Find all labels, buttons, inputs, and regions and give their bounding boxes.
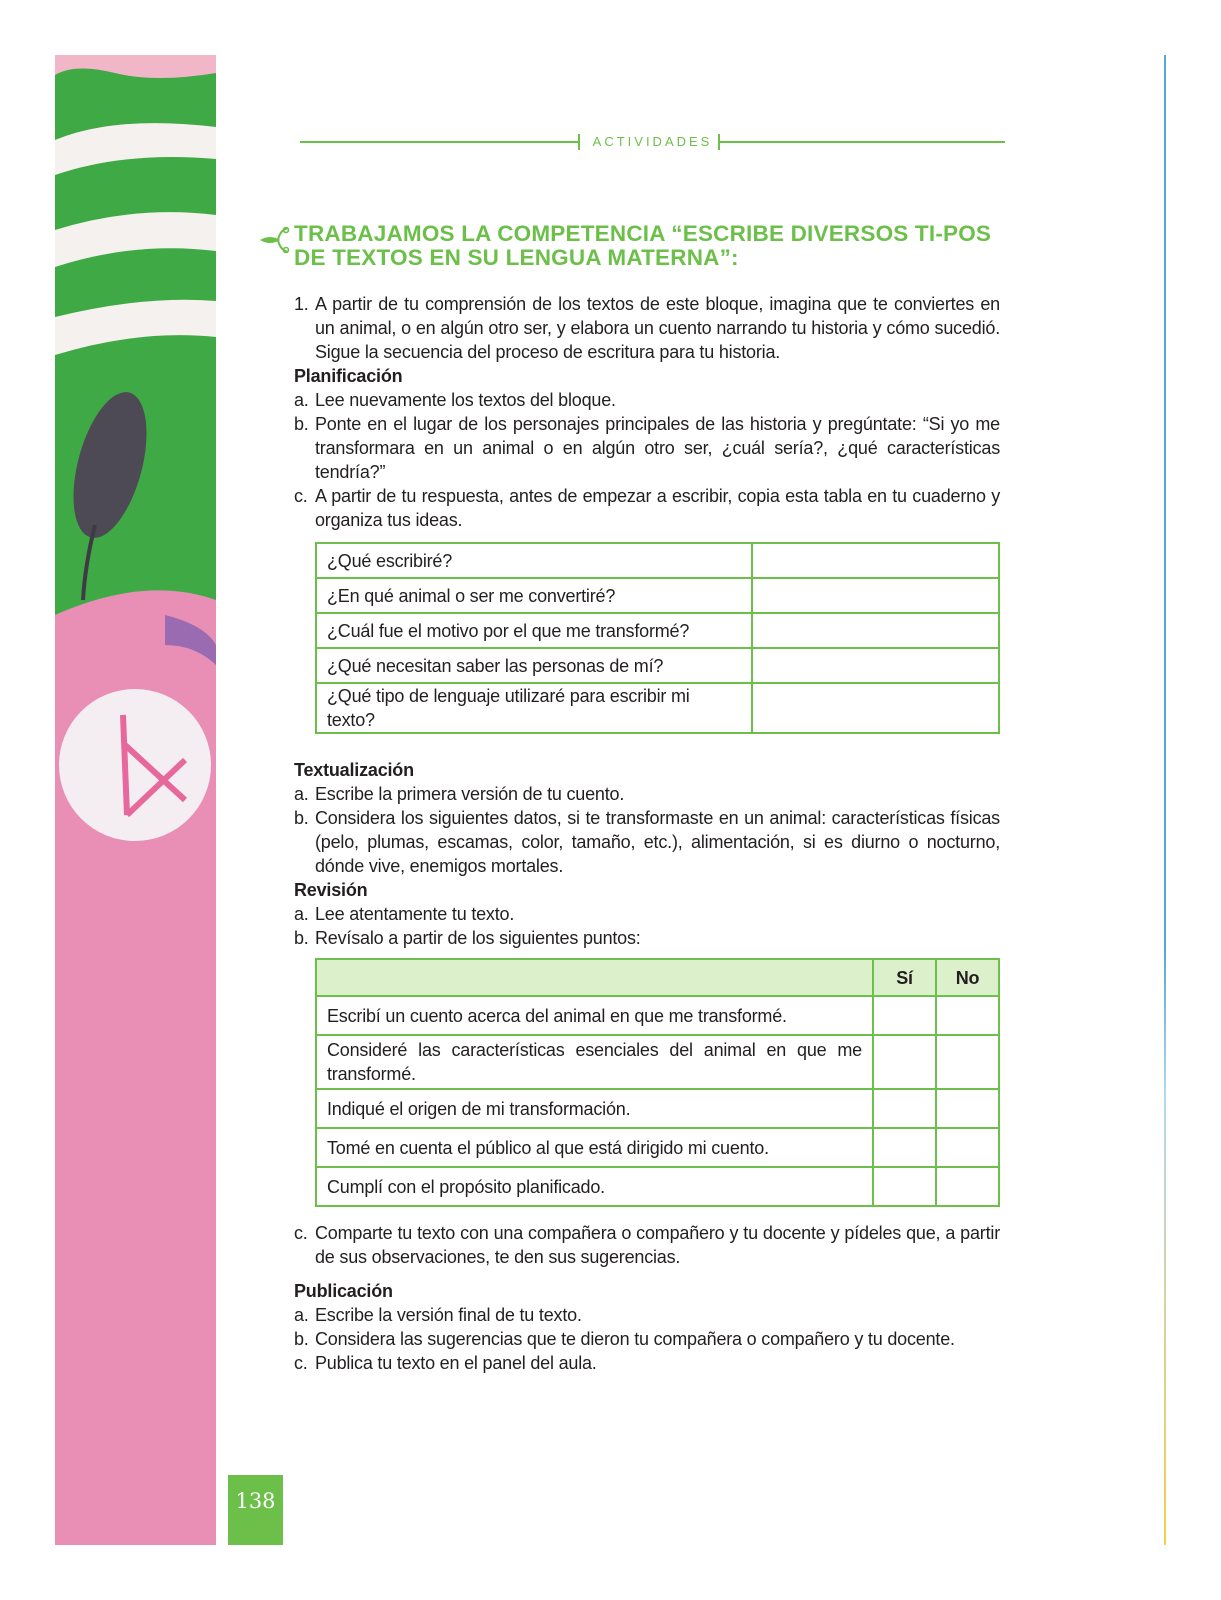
illustration-art <box>55 55 216 1545</box>
item-text: Ponte en el lugar de los personajes principales de las historia y pregúntate: “Si yo me transformara en un animal o en algún otro ser, ¿cuál sería?, ¿qué características tendría?” <box>315 414 1000 482</box>
answer-cell <box>752 613 999 648</box>
table-row <box>316 683 999 733</box>
yes-cell <box>873 1035 936 1089</box>
table-row <box>316 1089 999 1128</box>
yes-cell <box>873 1089 936 1128</box>
item-text: Considera las sugerencias que te dieron tu compañera o compañero y tu docente. <box>315 1329 955 1349</box>
table-header-row <box>316 959 999 996</box>
section-label: ACTIVIDADES <box>592 134 713 149</box>
header-rule-right <box>720 141 1005 143</box>
list-item <box>294 902 1000 926</box>
item-marker: c. <box>294 1353 308 1373</box>
side-illustration <box>55 55 216 1545</box>
yes-cell <box>873 996 936 1035</box>
item-marker: b. <box>294 414 309 434</box>
criterion-cell: Tomé en cuenta el público al que está dirigido mi cuento. <box>316 1128 873 1167</box>
column-header-yes: Sí <box>873 959 936 996</box>
page-title-text: TRABAJAMOS LA COMPETENCIA “ESCRIBE DIVERSOS TI-POS DE TEXTOS EN SU LENGUA MATERNA”: <box>294 221 992 270</box>
item-text: A partir de tu respuesta, antes de empezar a escribir, copia esta tabla en tu cuaderno y organiza tus ideas. <box>315 486 1000 530</box>
item-text: Lee atentamente tu texto. <box>315 904 515 924</box>
section-heading-planificacion: Planificación <box>294 366 403 386</box>
column-header-no: No <box>936 959 999 996</box>
question-cell: ¿Qué tipo de lenguaje utilizaré para escribir mi texto? <box>316 683 752 733</box>
right-margin-rule <box>1164 55 1166 1545</box>
revision-checklist-table <box>315 958 1000 1207</box>
section-heading-textualizacion: Textualización <box>294 760 414 780</box>
item-marker: a. <box>294 904 309 924</box>
question-cell: ¿Qué escribiré? <box>316 543 752 578</box>
list-item <box>294 1221 1000 1269</box>
item-marker: a. <box>294 784 309 804</box>
item-marker: b. <box>294 1329 309 1349</box>
header-tick-left <box>578 134 580 150</box>
activity-content <box>294 222 1000 1375</box>
no-cell <box>936 1035 999 1089</box>
criterion-cell: Indiqué el origen de mi transformación. <box>316 1089 873 1128</box>
list-item <box>294 782 1000 806</box>
no-cell <box>936 1167 999 1206</box>
page-title <box>294 222 1000 270</box>
no-cell <box>936 996 999 1035</box>
item-text: Considera los siguientes datos, si te transformaste en un animal: características físicas (pelo, plumas, escamas, color, tamaño, etc.), alimentación, si es diurno o nocturno, dónde vive, enemigos mortales. <box>315 808 1000 876</box>
criterion-cell: Cumplí con el propósito planificado. <box>316 1167 873 1206</box>
question-cell: ¿Cuál fue el motivo por el que me transformé? <box>316 613 752 648</box>
header-rule-left <box>300 141 580 143</box>
item-text: Comparte tu texto con una compañera o compañero y tu docente y pídeles que, a partir de sus observaciones, te den sus sugerencias. <box>315 1223 1000 1267</box>
yes-cell <box>873 1167 936 1206</box>
list-item <box>294 1327 1000 1351</box>
list-item <box>294 484 1000 532</box>
criterion-cell: Consideré las características esenciales del animal en que me transformé. <box>316 1035 873 1089</box>
header-cell-blank <box>316 959 873 996</box>
list-item <box>294 412 1000 484</box>
yes-cell <box>873 1128 936 1167</box>
section-heading-publicacion: Publicación <box>294 1281 393 1301</box>
item-text: Publica tu texto en el panel del aula. <box>315 1353 597 1373</box>
item-marker: a. <box>294 390 309 410</box>
no-cell <box>936 1089 999 1128</box>
answer-cell <box>752 543 999 578</box>
table-row <box>316 648 999 683</box>
table-row <box>316 1035 999 1089</box>
table-row <box>316 613 999 648</box>
table-row <box>316 996 999 1035</box>
list-item <box>294 1351 1000 1375</box>
item-text: Lee nuevamente los textos del bloque. <box>315 390 616 410</box>
list-item <box>294 806 1000 878</box>
item-text: A partir de tu comprensión de los textos de este bloque, imagina que te conviertes en un animal, o en algún otro ser, y elabora un cuento narrando tu historia y cómo sucedió. Sigue la secuencia del proceso de escritura para tu historia. <box>315 294 1000 362</box>
item-marker: a. <box>294 1305 309 1325</box>
section-heading-revision: Revisión <box>294 880 368 900</box>
item-marker: c. <box>294 486 308 506</box>
item-marker: 1. <box>294 294 309 314</box>
item-text: Revísalo a partir de los siguientes puntos: <box>315 928 641 948</box>
no-cell <box>936 1128 999 1167</box>
list-item <box>294 926 1000 950</box>
table-row <box>316 1128 999 1167</box>
item-marker: b. <box>294 928 309 948</box>
criterion-cell: Escribí un cuento acerca del animal en que me transformé. <box>316 996 873 1035</box>
table-row <box>316 543 999 578</box>
list-item <box>294 388 1000 412</box>
item-text: Escribe la primera versión de tu cuento. <box>315 784 625 804</box>
leaf-ornament-icon <box>258 224 290 256</box>
item-marker: b. <box>294 808 309 828</box>
page-number: 138 <box>228 1475 283 1545</box>
question-cell: ¿Qué necesitan saber las personas de mí? <box>316 648 752 683</box>
question-cell: ¿En qué animal o ser me convertiré? <box>316 578 752 613</box>
answer-cell <box>752 683 999 733</box>
planning-table <box>315 542 1000 734</box>
table-row <box>316 578 999 613</box>
answer-cell <box>752 648 999 683</box>
item-text: Escribe la versión final de tu texto. <box>315 1305 582 1325</box>
item-marker: c. <box>294 1223 308 1243</box>
answer-cell <box>752 578 999 613</box>
table-row <box>316 1167 999 1206</box>
instruction-item <box>294 292 1000 364</box>
list-item <box>294 1303 1000 1327</box>
